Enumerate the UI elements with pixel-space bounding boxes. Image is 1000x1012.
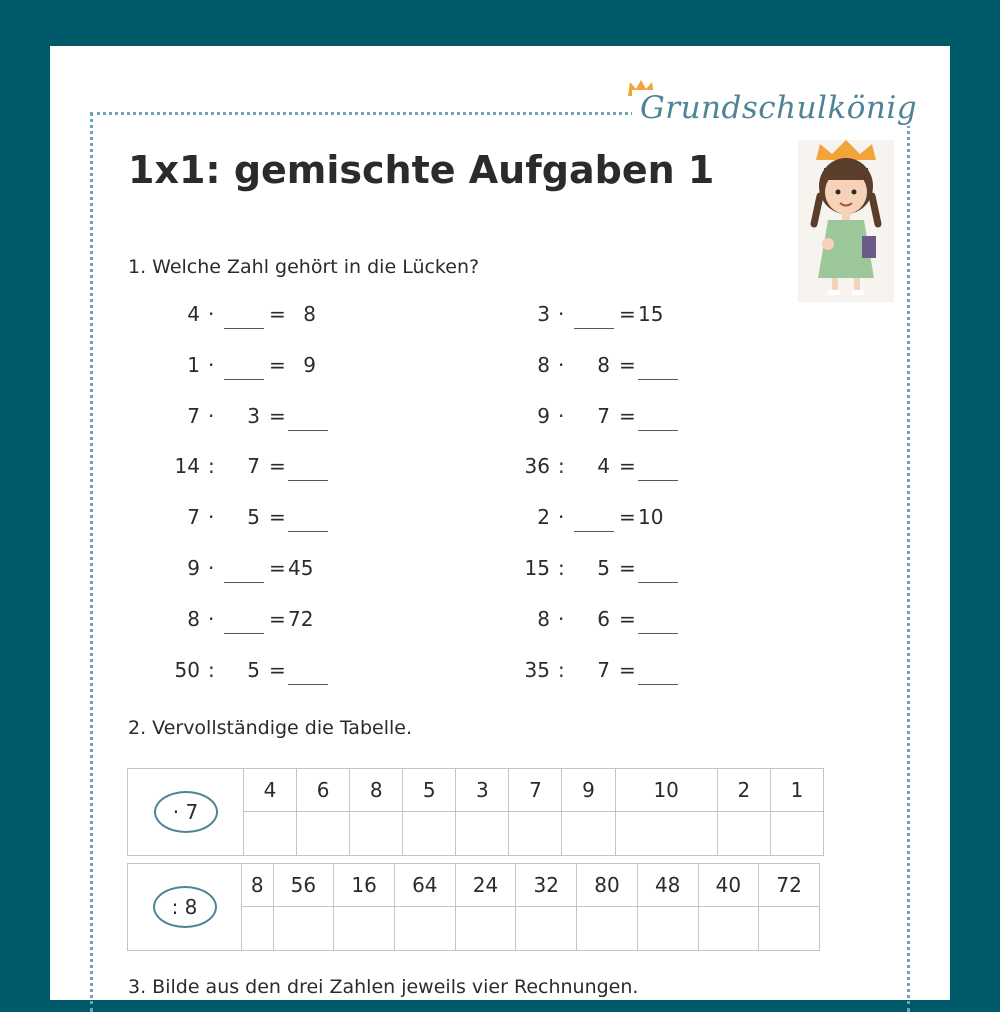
operand-b: 6 bbox=[597, 606, 610, 631]
table-value-cell: 32 bbox=[516, 864, 577, 907]
brand-logo: Grundschulkönig bbox=[632, 90, 925, 126]
table-value-cell: 9 bbox=[562, 769, 615, 812]
table-answer-cell[interactable] bbox=[562, 812, 615, 856]
table-answer-cell[interactable] bbox=[770, 812, 823, 856]
result: 8 bbox=[303, 302, 316, 326]
table-value-cell: 24 bbox=[455, 864, 516, 907]
table-value-cell: 72 bbox=[759, 864, 820, 907]
equals-sign: = bbox=[619, 352, 636, 377]
operand-a: 9 bbox=[187, 556, 200, 580]
multiplication-table bbox=[127, 768, 824, 856]
answer-blank[interactable] bbox=[638, 350, 678, 380]
table-value-cell: 56 bbox=[273, 864, 334, 907]
operator: · bbox=[558, 606, 565, 631]
operator-cell bbox=[128, 769, 244, 856]
table-value-cell: 3 bbox=[456, 769, 509, 812]
equals-sign: = bbox=[619, 606, 636, 631]
table-answer-cell[interactable] bbox=[637, 907, 698, 951]
equals-sign: = bbox=[619, 454, 636, 479]
operator-oval: · 7 bbox=[154, 791, 218, 833]
table-value-cell: 8 bbox=[242, 864, 274, 907]
operand-b: 5 bbox=[247, 657, 260, 682]
operator: · bbox=[558, 302, 565, 326]
equals-sign: = bbox=[619, 302, 636, 326]
division-table bbox=[127, 863, 820, 951]
answer-blank[interactable] bbox=[574, 299, 614, 329]
equals-sign: = bbox=[269, 556, 286, 580]
operand-a: 15 bbox=[524, 556, 550, 580]
table-value-cell: 64 bbox=[394, 864, 455, 907]
answer-blank[interactable] bbox=[574, 502, 614, 532]
task-2-instruction: 2. Vervollständige die Tabelle. bbox=[128, 717, 412, 739]
answer-blank[interactable] bbox=[224, 553, 264, 583]
table-answer-cell[interactable] bbox=[350, 812, 403, 856]
operator: : bbox=[208, 657, 215, 682]
operator: · bbox=[208, 556, 215, 580]
operator: : bbox=[558, 454, 565, 479]
answer-blank[interactable] bbox=[638, 604, 678, 634]
page-title: 1x1: gemischte Aufgaben 1 bbox=[128, 148, 715, 192]
table-answer-cell[interactable] bbox=[759, 907, 820, 951]
operand-b: 8 bbox=[597, 352, 610, 377]
answer-blank[interactable] bbox=[288, 502, 328, 532]
operand-b: 5 bbox=[597, 556, 610, 580]
operator-cell bbox=[128, 864, 242, 951]
table-answer-cell[interactable] bbox=[615, 812, 717, 856]
operator: · bbox=[558, 352, 565, 377]
answer-blank[interactable] bbox=[224, 350, 264, 380]
table-answer-cell[interactable] bbox=[509, 812, 562, 856]
answer-blank[interactable] bbox=[224, 299, 264, 329]
table-answer-cell[interactable] bbox=[717, 812, 770, 856]
answer-blank[interactable] bbox=[638, 401, 678, 431]
operator: · bbox=[208, 302, 215, 326]
operand-a: 7 bbox=[187, 505, 200, 530]
table-answer-cell[interactable] bbox=[242, 907, 274, 951]
operand-b: 4 bbox=[597, 454, 610, 479]
table-value-cell: 80 bbox=[577, 864, 638, 907]
equals-sign: = bbox=[269, 352, 286, 377]
operand-a: 8 bbox=[187, 606, 200, 631]
table-answer-cell[interactable] bbox=[273, 907, 334, 951]
operand-b: 5 bbox=[247, 505, 260, 530]
operand-a: 7 bbox=[187, 403, 200, 428]
answer-blank[interactable] bbox=[288, 451, 328, 481]
table-value-cell: 40 bbox=[698, 864, 759, 907]
answer-blank[interactable] bbox=[638, 553, 678, 583]
operand-a: 14 bbox=[174, 454, 200, 479]
result: 15 bbox=[638, 302, 664, 326]
operand-b: 7 bbox=[597, 403, 610, 428]
equals-sign: = bbox=[269, 657, 286, 682]
result: 10 bbox=[638, 505, 664, 530]
equals-sign: = bbox=[269, 505, 286, 530]
equals-sign: = bbox=[269, 606, 286, 631]
table-answer-cell[interactable] bbox=[456, 812, 509, 856]
equals-sign: = bbox=[269, 403, 286, 428]
answer-blank[interactable] bbox=[288, 655, 328, 685]
result: 9 bbox=[303, 352, 316, 377]
table-answer-cell[interactable] bbox=[698, 907, 759, 951]
task-1-instruction: 1. Welche Zahl gehört in die Lücken? bbox=[128, 256, 480, 278]
operand-a: 50 bbox=[174, 657, 200, 682]
table-value-cell: 48 bbox=[637, 864, 698, 907]
table-answer-cell[interactable] bbox=[455, 907, 516, 951]
operand-a: 1 bbox=[187, 352, 200, 377]
operand-a: 3 bbox=[537, 302, 550, 326]
operand-a: 8 bbox=[537, 606, 550, 631]
table-value-cell: 6 bbox=[297, 769, 350, 812]
operand-a: 8 bbox=[537, 352, 550, 377]
table-answer-cell[interactable] bbox=[403, 812, 456, 856]
equals-sign: = bbox=[619, 657, 636, 682]
operator: · bbox=[208, 505, 215, 530]
table-answer-cell[interactable] bbox=[394, 907, 455, 951]
operator: : bbox=[558, 657, 565, 682]
operand-b: 3 bbox=[247, 403, 260, 428]
operand-a: 35 bbox=[524, 657, 550, 682]
table-value-cell: 10 bbox=[615, 769, 717, 812]
operator: · bbox=[558, 505, 565, 530]
operator: · bbox=[208, 606, 215, 631]
answer-blank[interactable] bbox=[224, 604, 264, 634]
operand-a: 2 bbox=[537, 505, 550, 530]
operand-b: 7 bbox=[597, 657, 610, 682]
operator: : bbox=[558, 556, 565, 580]
table-value-cell: 1 bbox=[770, 769, 823, 812]
table-value-cell: 5 bbox=[403, 769, 456, 812]
operator: · bbox=[208, 403, 215, 428]
mascot-girl-illustration bbox=[798, 140, 894, 302]
operator: · bbox=[558, 403, 565, 428]
table-value-cell: 7 bbox=[509, 769, 562, 812]
operator-oval: : 8 bbox=[153, 886, 217, 928]
equals-sign: = bbox=[269, 302, 286, 326]
table-answer-cell[interactable] bbox=[297, 812, 350, 856]
result: 45 bbox=[288, 556, 314, 580]
answer-blank[interactable] bbox=[638, 451, 678, 481]
operand-a: 9 bbox=[537, 403, 550, 428]
table-value-cell: 4 bbox=[244, 769, 297, 812]
operand-a: 36 bbox=[524, 454, 550, 479]
result: 72 bbox=[288, 606, 314, 631]
table-answer-cell[interactable] bbox=[334, 907, 395, 951]
equals-sign: = bbox=[619, 403, 636, 428]
operator: : bbox=[208, 454, 215, 479]
table-value-cell: 16 bbox=[334, 864, 395, 907]
table-answer-cell[interactable] bbox=[244, 812, 297, 856]
equals-sign: = bbox=[619, 505, 636, 530]
task-3-instruction: 3. Bilde aus den drei Zahlen jeweils vier Rechnungen. bbox=[128, 976, 639, 998]
operand-b: 7 bbox=[247, 454, 260, 479]
table-value-cell: 8 bbox=[350, 769, 403, 812]
answer-blank[interactable] bbox=[638, 655, 678, 685]
equals-sign: = bbox=[619, 556, 636, 580]
operand-a: 4 bbox=[187, 302, 200, 326]
equals-sign: = bbox=[269, 454, 286, 479]
worksheet bbox=[50, 46, 950, 1000]
table-value-cell: 2 bbox=[717, 769, 770, 812]
table-answer-cell[interactable] bbox=[577, 907, 638, 951]
answer-blank[interactable] bbox=[288, 401, 328, 431]
operator: · bbox=[208, 352, 215, 377]
table-answer-cell[interactable] bbox=[516, 907, 577, 951]
